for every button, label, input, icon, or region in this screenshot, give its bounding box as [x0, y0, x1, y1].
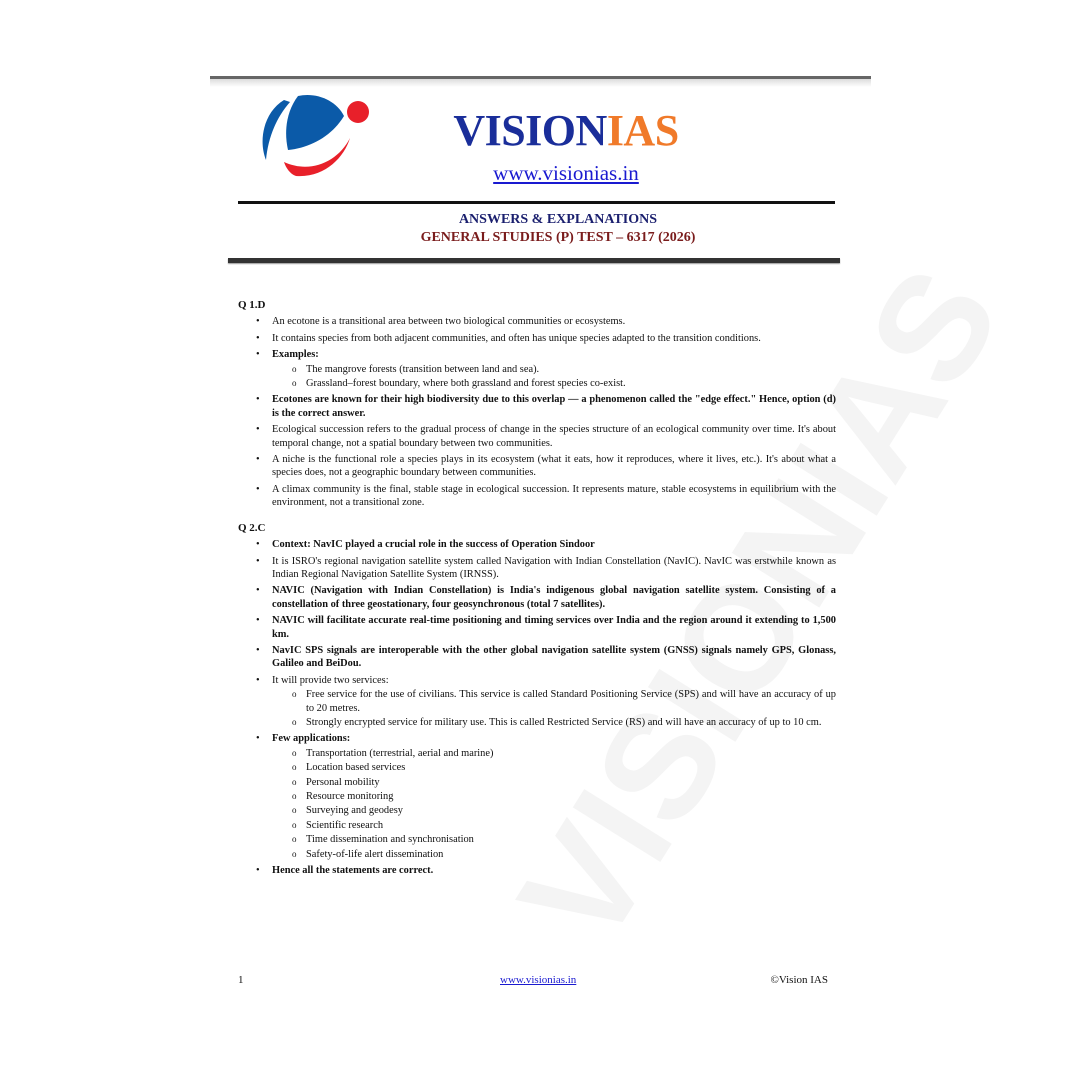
bullet-text: Context: NavIC played a crucial role in the success of Operation Sindoor [272, 539, 595, 551]
sub-bullet-item: o Scientific research [238, 819, 836, 832]
header-website-link[interactable]: www.visionias.in [493, 161, 639, 185]
bullet-item [238, 393, 836, 420]
bullet-text: It will provide two services: [272, 674, 389, 686]
bullet-text: It contains species from both adjacent communities, and often has unique species adapted to the transition conditions. [272, 332, 761, 344]
bullet-item [238, 315, 836, 328]
bullet-text: NavIC SPS signals are interoperable with the other global navigation satellite system (GNSS) signals namely GPS, Glonass, Galileo and BeiDou. [272, 644, 836, 670]
header-divider [238, 201, 835, 204]
question-title: Q 2.C [238, 521, 266, 534]
sub-bullet-item: o The mangrove forests (transition between land and sea). [238, 363, 836, 376]
sub-bullet-list [272, 747, 836, 861]
bullet-item [238, 614, 836, 641]
sub-bullet-item: o Strongly encrypted service for military use. This is called Restricted Service (RS) and will have an accuracy of up to 10 cm. [238, 716, 836, 729]
sub-bullet-list [272, 688, 836, 729]
bullet-list [238, 315, 836, 509]
top-border-shadow [210, 79, 871, 87]
bullet-text: Ecotones are known for their high biodiversity due to this overlap — a phenomenon called the "edge effect." Hence, option (d) is the correct answer. [272, 394, 836, 419]
bullet-item [238, 538, 836, 551]
page-number: 1 [238, 974, 244, 986]
bullet-text: Examples: [272, 349, 319, 361]
sub-bullet-item: o Transportation (terrestrial, aerial and marine) [238, 747, 836, 760]
bullet-list [238, 538, 836, 877]
bullet-item [238, 483, 836, 510]
bullet-text: It is ISRO's regional navigation satellite system called Navigation with Indian Constellation (NavIC). NavIC was erstwhile known as Indian Regional Navigation Satellite System (IRNSS). [272, 555, 836, 580]
bullet-text: NAVIC will facilitate accurate real-time positioning and timing services over India and the region around it extending to 1,500 km. [272, 615, 836, 640]
bullet-item [238, 584, 836, 611]
bullet-item [238, 423, 836, 450]
bullet-text: Ecological succession refers to the gradual process of change in the species structure of an ecological community over time. It's about temporal change, not a spatial boundary between two communities. [272, 424, 836, 449]
question-section [238, 299, 836, 510]
bullet-item [238, 453, 836, 480]
question-section [238, 522, 836, 878]
bullet-text: A climax community is the final, stable stage in ecological succession. It represents mature, stable ecosystems in equilibrium with the environment, not a transitional zone. [272, 483, 836, 509]
sub-bullet-item: o Surveying and geodesy [238, 804, 836, 817]
brand-part-ias: IAS [606, 106, 679, 155]
sub-bullet-item: o Personal mobility [238, 776, 836, 789]
brand-part-vision: VISION [453, 106, 607, 155]
sub-bullet-item: o Location based services [238, 761, 836, 774]
question-title: Q 1.D [238, 299, 266, 311]
bullet-text: An ecotone is a transitional area between two biological communities or ecosystems. [272, 316, 626, 328]
bullet-item [238, 674, 836, 730]
title-divider [228, 258, 840, 263]
bullet-text: NAVIC (Navigation with Indian Constellation) is India's indigenous global navigation satellite system. Consisting of a constellation of three geostationary, four geosynchronous (total 7 satellites). [272, 585, 836, 610]
bullet-text: Hence all the statements are correct. [272, 865, 434, 877]
footer-copyright: ©Vision IAS [770, 974, 828, 986]
sub-bullet-item: o Free service for the use of civilians. This service is called Standard Positioning Service (SPS) and will have an accuracy of up to 20 metres. [238, 688, 836, 715]
sub-bullet-item: o Resource monitoring [238, 790, 836, 803]
brand-title [440, 106, 692, 156]
document-body [238, 299, 836, 880]
bullet-item [238, 332, 836, 345]
bullet-item [238, 555, 836, 582]
bullet-item [238, 864, 836, 877]
footer-website-link[interactable]: www.visionias.in [500, 974, 577, 986]
visionias-logo-icon [254, 88, 374, 180]
sub-bullet-list [272, 363, 836, 391]
bullet-item [238, 644, 836, 671]
sub-bullet-item: o Grassland–forest boundary, where both grassland and forest species co-exist. [238, 377, 836, 390]
bullet-text: Few applications: [272, 733, 351, 745]
bullet-item [238, 732, 836, 861]
bullet-text: A niche is the functional role a species plays in its ecosystem (what it eats, how it reproduces, where it lives, etc.). It's about what a species does, not a geographic boundary between communities. [272, 454, 836, 479]
bullet-item [238, 348, 836, 390]
section-gap [238, 513, 836, 522]
sub-bullet-item: o Safety-of-life alert dissemination [238, 848, 836, 861]
doc-title-line1: ANSWERS & EXPLANATIONS [458, 212, 658, 227]
sub-bullet-item: o Time dissemination and synchronisation [238, 833, 836, 846]
doc-title-line2: GENERAL STUDIES (P) TEST – 6317 (2026) [420, 230, 696, 245]
